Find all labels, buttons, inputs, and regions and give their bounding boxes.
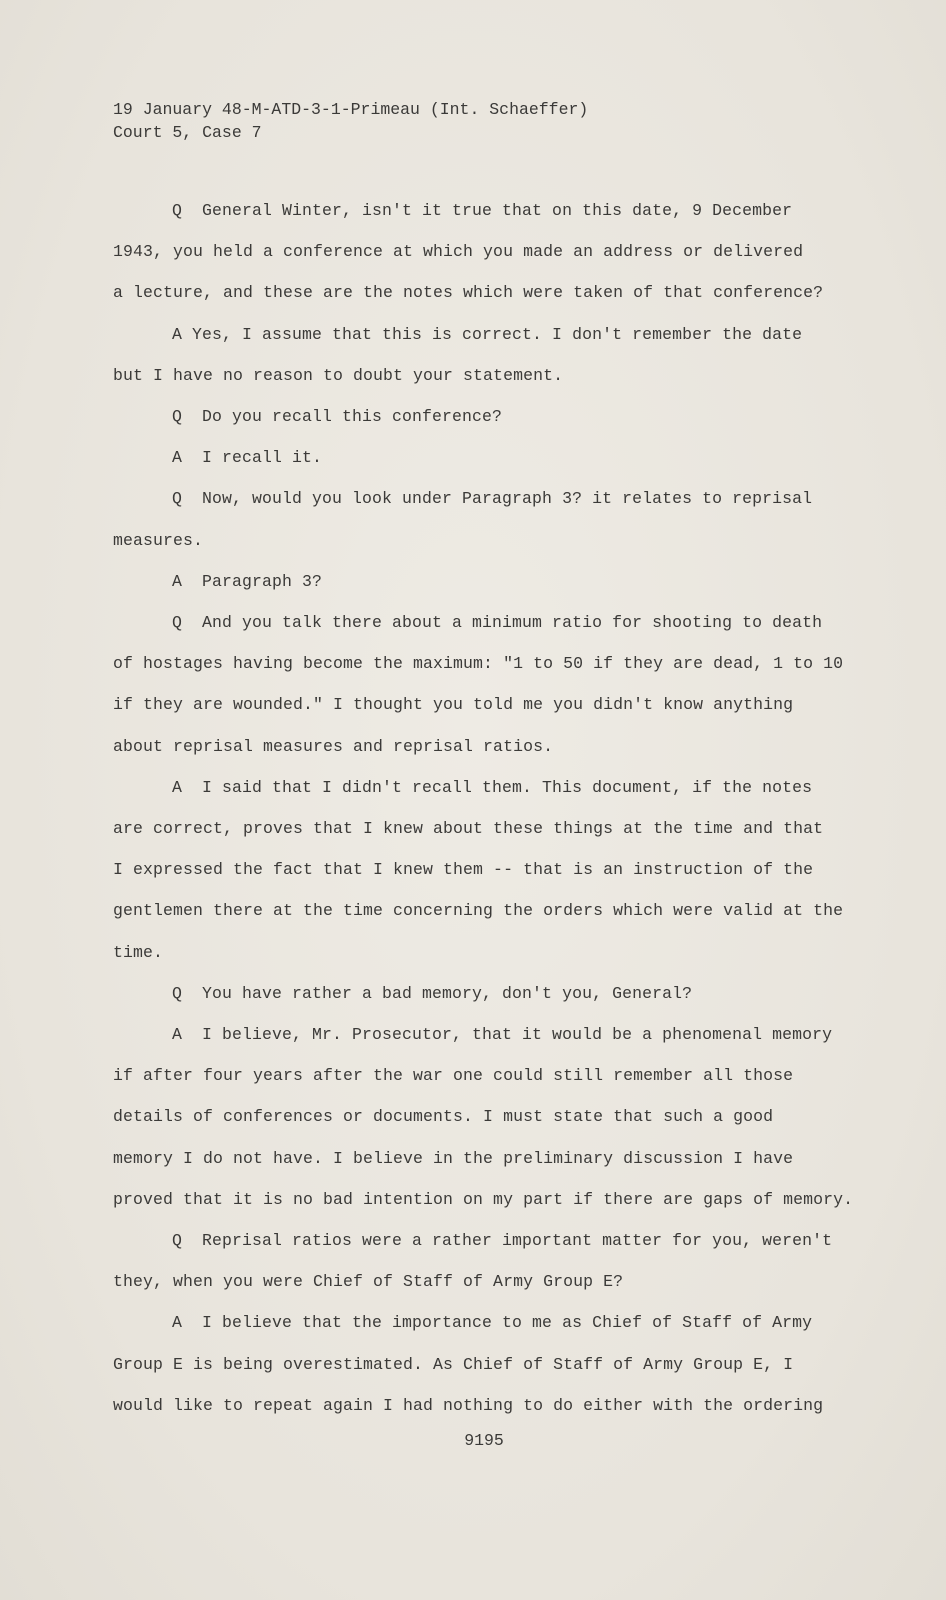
transcript-line: A I believe that the importance to me as Chief of Staff of Army <box>172 1313 813 1333</box>
transcript-line: 1943, you held a conference at which you made an address or delivered <box>113 242 804 262</box>
transcript-line: are correct, proves that I knew about these things at the time and that <box>113 819 824 838</box>
transcript-line: measures. <box>113 530 204 550</box>
transcript-line: Q Do you recall this conference? <box>172 407 503 426</box>
transcript-line: if after four years after the war one could still remember all those <box>113 1066 794 1086</box>
transcript-line: A I said that I didn't recall them. This document, if the notes <box>172 777 813 797</box>
transcript-line: Group E is being overestimated. As Chief of Staff of Army Group E, I <box>113 1354 794 1374</box>
transcript-line: would like to repeat again I had nothing to do either with the ordering <box>113 1395 824 1415</box>
transcript-line: A Paragraph 3? <box>172 571 323 591</box>
header-line-1: 19 January 48-M-ATD-3-1-Primeau (Int. Schaeffer) <box>113 100 589 119</box>
transcript-line: details of conferences or documents. I must state that such a good <box>113 1107 774 1127</box>
transcript-line: proved that it is no bad intention on my part if there are gaps of memory. <box>113 1189 854 1209</box>
transcript-line: Q You have rather a bad memory, don't you, General? <box>172 983 693 1003</box>
transcript-line: A I believe, Mr. Prosecutor, that it would be a phenomenal memory <box>172 1025 833 1044</box>
transcript-line: time. <box>113 942 164 962</box>
transcript-line: I expressed the fact that I knew them -- that is an instruction of the <box>113 860 814 880</box>
transcript-line: of hostages having become the maximum: "1 to 50 if they are dead, 1 to 10 <box>113 654 844 674</box>
transcript-line: if they are wounded." I thought you told me you didn't know anything <box>113 695 794 715</box>
transcript-line: memory I do not have. I believe in the preliminary discussion I have <box>113 1148 794 1168</box>
transcript-line: about reprisal measures and reprisal ratios. <box>113 736 554 756</box>
page-number: 9195 <box>464 1431 504 1450</box>
transcript-line: A I recall it. <box>172 448 323 468</box>
transcript-line: but I have no reason to doubt your statement. <box>113 365 564 385</box>
transcript-line: Q General Winter, isn't it true that on this date, 9 December <box>172 201 793 220</box>
header-line-2: Court 5, Case 7 <box>113 123 262 142</box>
transcript-line: a lecture, and these are the notes which were taken of that conference? <box>113 283 824 303</box>
transcript-line: they, when you were Chief of Staff of Army Group E? <box>113 1272 624 1292</box>
transcript-line: Q Now, would you look under Paragraph 3? it relates to reprisal <box>172 489 813 509</box>
transcript-line: Q And you talk there about a minimum ratio for shooting to death <box>172 613 823 632</box>
transcript-line: gentlemen there at the time concerning the orders which were valid at the <box>113 901 844 921</box>
transcript-line: A Yes, I assume that this is correct. I don't remember the date <box>172 324 803 344</box>
transcript-line: Q Reprisal ratios were a rather important matter for you, weren't <box>172 1231 833 1250</box>
